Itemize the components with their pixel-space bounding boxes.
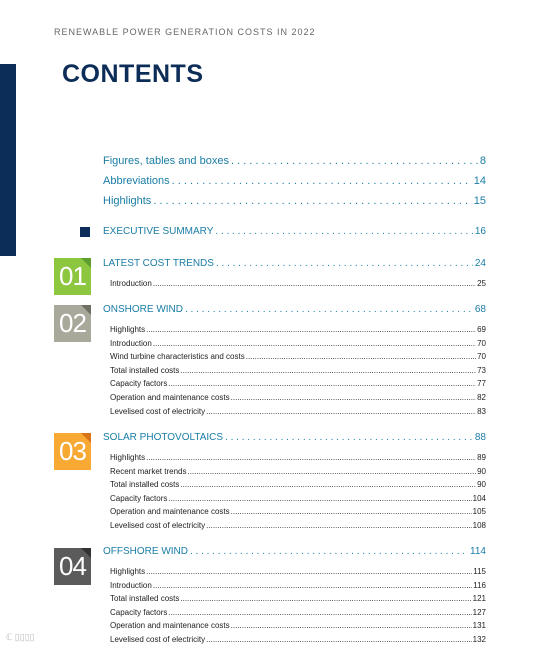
toc-subentry[interactable]: [110, 621, 486, 630]
toc-label: Levelised cost of electricity: [110, 406, 206, 416]
toc-label: Operation and maintenance costs: [110, 393, 230, 402]
dot-leader: [153, 581, 472, 590]
toc-label: Introduction: [110, 279, 152, 288]
chapter-number: 04: [59, 551, 86, 581]
toc-subentry[interactable]: [110, 366, 486, 375]
dot-leader: [231, 393, 476, 402]
toc-label: Operation and maintenance costs: [110, 621, 230, 631]
badge-corner-fold: [81, 548, 91, 558]
chapter-number-badge: [54, 433, 91, 470]
dot-leader: [146, 453, 476, 462]
toc-label: Abbreviations: [103, 175, 170, 187]
chapter-number: 02: [59, 308, 86, 338]
toc-page: 25: [477, 279, 486, 288]
chapter-number-badge: [54, 258, 91, 295]
toc-page: 70: [477, 338, 486, 348]
toc-label: Recent market trends: [110, 466, 187, 476]
chapter-number-badge: [54, 548, 91, 585]
toc-subentry[interactable]: [110, 581, 486, 590]
toc-label: Introduction: [110, 580, 152, 590]
toc-label: Highlights: [103, 195, 152, 207]
toc-page: 15: [473, 195, 486, 207]
toc-subentry[interactable]: [110, 608, 486, 617]
toc-label: Highlights: [110, 567, 146, 576]
toc-entry-abbreviations[interactable]: [103, 175, 486, 187]
toc-label: LATEST COST TRENDS: [103, 258, 214, 269]
toc-label: Highlights: [110, 453, 146, 462]
toc-page: 104: [472, 493, 486, 503]
dot-leader: [225, 432, 473, 443]
toc-subentry[interactable]: [110, 325, 486, 334]
dot-leader: [216, 258, 473, 269]
dot-leader: [231, 621, 472, 630]
toc-entry-figures[interactable]: [103, 155, 486, 167]
toc-entry-executive-summary[interactable]: [103, 226, 486, 237]
toc-subentry[interactable]: [110, 407, 486, 416]
toc-label: Capacity factors: [110, 379, 168, 389]
toc-label: ONSHORE WIND: [103, 304, 183, 315]
toc-subentry[interactable]: [110, 467, 486, 476]
dot-leader: [206, 407, 476, 416]
toc-subentry[interactable]: [110, 453, 486, 462]
toc-page: 70: [477, 352, 486, 362]
dot-leader: [168, 494, 471, 503]
chapter-number: 01: [59, 261, 86, 291]
toc-subentry[interactable]: [110, 635, 486, 644]
dot-leader: [231, 507, 472, 516]
toc-page: 83: [477, 406, 486, 416]
dot-leader: [168, 608, 471, 617]
watermark-mark: ℂ ▯▯▯▯: [6, 632, 35, 642]
toc-label: Levelised cost of electricity: [110, 635, 206, 644]
toc-label: Total installed costs: [110, 480, 180, 490]
dot-leader: [185, 304, 473, 315]
toc-subentry[interactable]: [110, 494, 486, 503]
toc-chapter-entry[interactable]: [103, 258, 486, 269]
toc-page: 115: [473, 567, 486, 576]
chapter-number-badge: [54, 305, 91, 342]
page-title: CONTENTS: [62, 60, 204, 88]
dot-leader: [231, 155, 478, 167]
document-header: RENEWABLE POWER GENERATION COSTS IN 2022: [54, 27, 316, 37]
dot-leader: [180, 366, 476, 375]
toc-label: EXECUTIVE SUMMARY: [103, 226, 214, 237]
toc-page: 108: [472, 521, 486, 530]
badge-corner-fold: [81, 433, 91, 443]
toc-page: 68: [474, 304, 486, 315]
toc-label: Levelised cost of electricity: [110, 521, 206, 530]
toc-label: Capacity factors: [110, 607, 168, 617]
toc-page: 127: [472, 607, 486, 617]
toc-label: SOLAR PHOTOVOLTAICS: [103, 432, 224, 443]
dot-leader: [180, 480, 476, 489]
dot-leader: [215, 226, 472, 237]
toc-page: 105: [472, 507, 486, 517]
toc-subentry[interactable]: [110, 594, 486, 603]
toc-entry-highlights[interactable]: [103, 195, 486, 207]
toc-page: 8: [479, 155, 486, 167]
dot-leader: [153, 195, 471, 207]
toc-chapter-entry[interactable]: [103, 432, 486, 443]
toc-label: OFFSHORE WIND: [103, 546, 188, 557]
toc-page: 14: [473, 175, 486, 187]
dot-leader: [206, 635, 471, 644]
dot-leader: [246, 352, 476, 361]
dot-leader: [146, 567, 472, 576]
toc-subentry[interactable]: [110, 279, 486, 288]
toc-page: 131: [472, 621, 486, 631]
toc-subentry[interactable]: [110, 379, 486, 388]
dot-leader: [153, 339, 476, 348]
toc-page: 16: [474, 226, 486, 237]
dot-leader: [168, 379, 476, 388]
toc-page: 121: [472, 594, 486, 604]
toc-label: Operation and maintenance costs: [110, 507, 230, 517]
toc-chapter-entry[interactable]: [103, 304, 486, 315]
toc-label: Total installed costs: [110, 365, 180, 375]
badge-corner-fold: [81, 258, 91, 268]
toc-label: Highlights: [110, 325, 146, 334]
toc-page: 73: [477, 365, 486, 375]
toc-subentry[interactable]: [110, 393, 486, 402]
toc-page: 116: [473, 580, 486, 590]
toc-page: 77: [477, 379, 486, 389]
dot-leader: [190, 546, 468, 557]
dot-leader: [180, 594, 471, 603]
section-marker: [80, 227, 90, 237]
side-accent-bar: [0, 64, 16, 256]
toc-page: 90: [477, 466, 486, 476]
toc-subentry[interactable]: [110, 339, 486, 348]
toc-label: Introduction: [110, 338, 152, 348]
toc-page: 114: [470, 546, 486, 557]
toc-subentry[interactable]: [110, 352, 486, 361]
toc-chapter-entry[interactable]: [103, 546, 486, 557]
toc-subentry[interactable]: [110, 507, 486, 516]
dot-leader: [153, 279, 476, 288]
toc-subentry[interactable]: [110, 567, 486, 576]
dot-leader: [206, 521, 471, 530]
toc-subentry[interactable]: [110, 480, 486, 489]
chapter-number: 03: [59, 436, 86, 466]
toc-label: Figures, tables and boxes: [103, 155, 229, 167]
toc-label: Wind turbine characteristics and costs: [110, 352, 245, 362]
badge-corner-fold: [81, 305, 91, 315]
dot-leader: [172, 175, 472, 187]
toc-page: 82: [477, 393, 486, 402]
toc-page: 90: [477, 480, 486, 490]
toc-page: 24: [474, 258, 486, 269]
toc-page: 132: [472, 635, 486, 644]
toc-label: Total installed costs: [110, 594, 180, 604]
toc-subentry[interactable]: [110, 521, 486, 530]
toc-page: 69: [477, 325, 486, 334]
toc-label: Capacity factors: [110, 493, 168, 503]
dot-leader: [146, 325, 476, 334]
toc-page: 89: [477, 453, 486, 462]
toc-page: 88: [474, 432, 486, 443]
dot-leader: [187, 467, 476, 476]
